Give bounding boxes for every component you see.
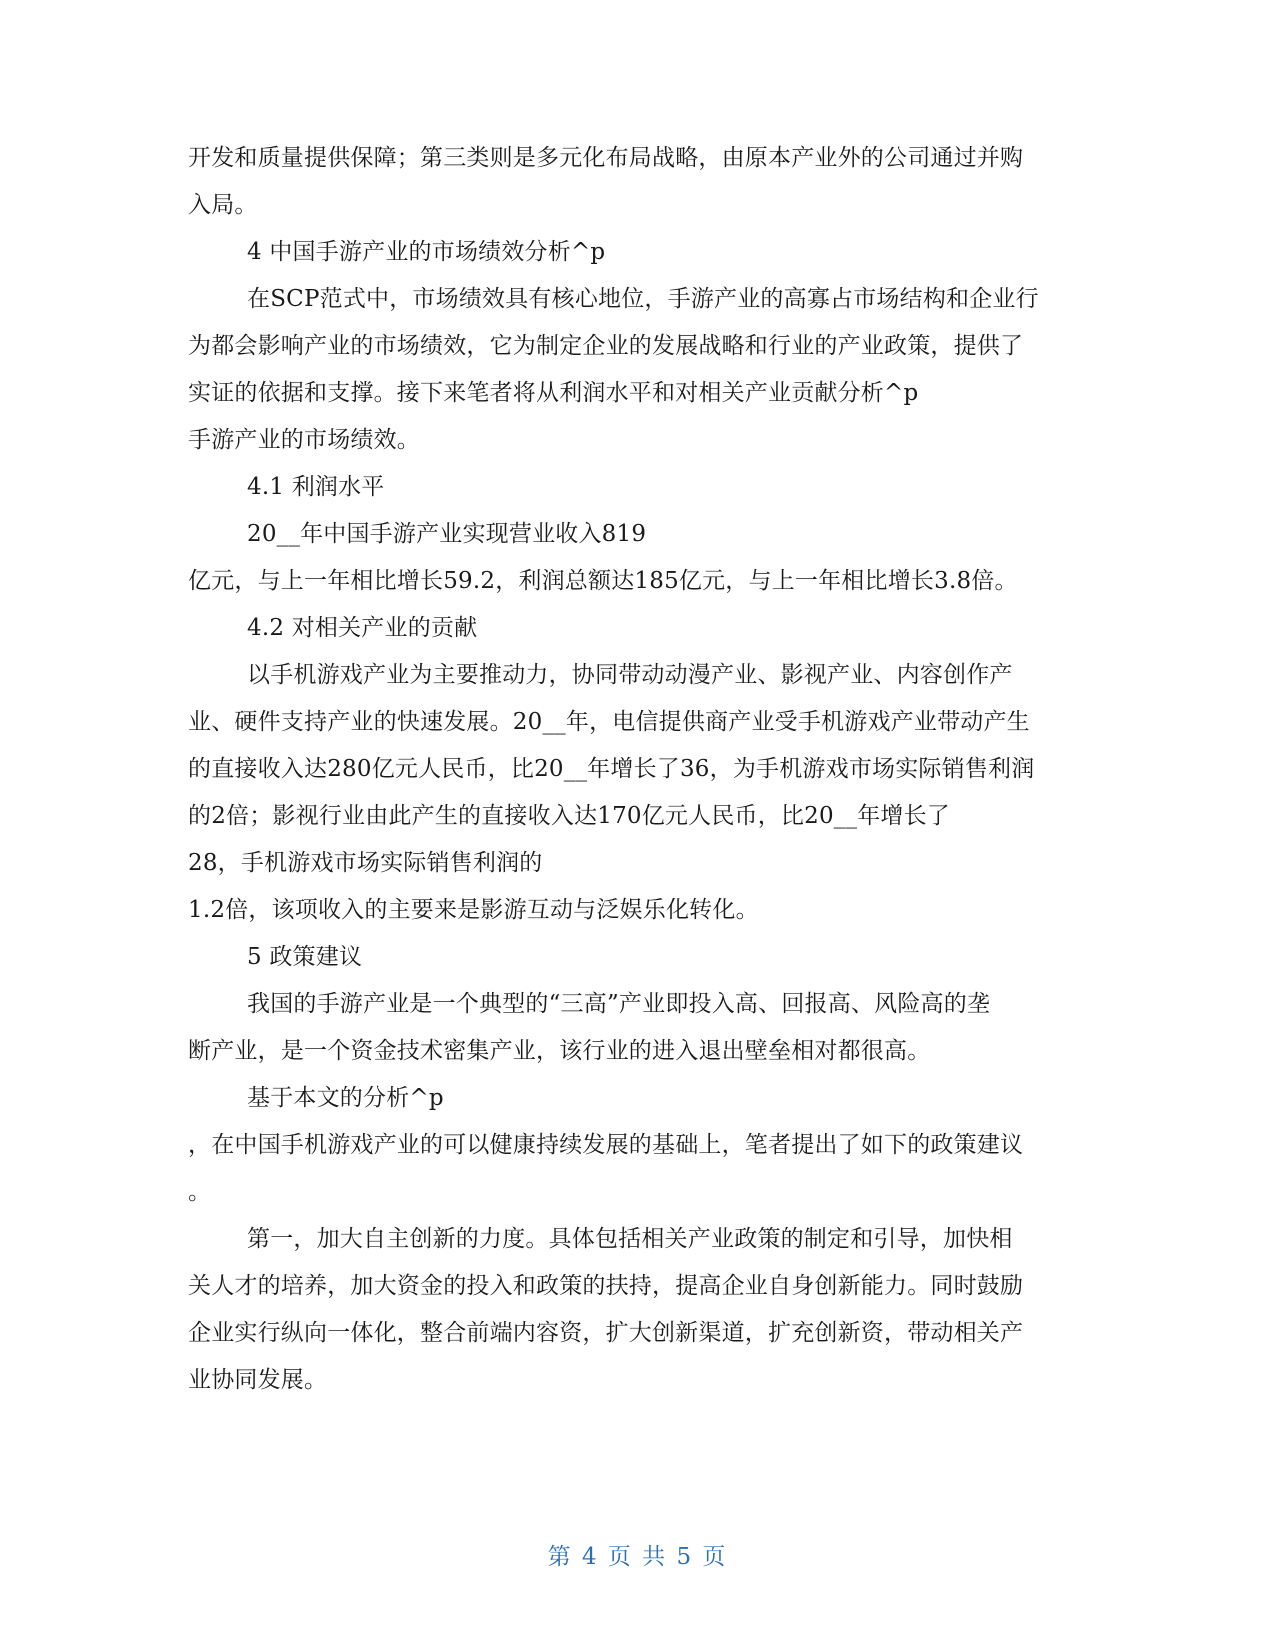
body-text-line: 关人才的培养，加大资金的投入和政策的扶持，提高企业自身创新能力。同时鼓励 [188,1273,1024,1299]
body-text-line: 。 [188,1179,212,1205]
body-text-line: 基于本文的分析^p [247,1085,444,1111]
body-text-line: 手游产业的市场绩效。 [188,427,420,453]
section-heading: 4 中国手游产业的市场绩效分析^p [247,239,606,265]
body-text-line: 入局。 [188,192,258,218]
body-text-line: 第一，加大自主创新的力度。具体包括相关产业政策的制定和引导，加快相 [247,1226,1013,1252]
body-text-line: 在SCP范式中，市场绩效具有核心地位，手游产业的高寡占市场结构和企业行 [247,286,1039,312]
subsection-heading: 4.2 对相关产业的贡献 [247,615,478,641]
body-text-line: 20__年中国手游产业实现营业收入819 [247,521,647,547]
subsection-heading: 4.1 利润水平 [247,474,385,500]
body-text-line: 1.2倍，该项收入的主要来是影游互动与泛娱乐化转化。 [188,897,759,923]
body-text-line: 企业实行纵向一体化，整合前端内容资，扩大创新渠道，扩充创新资，带动相关产 [188,1320,1024,1346]
body-text-line: 我国的手游产业是一个典型的“三高”产业即投入高、回报高、风险高的垄 [247,991,991,1017]
body-text-line: 28，手机游戏市场实际销售利润的 [188,850,543,876]
body-text-line: ，在中国手机游戏产业的可以健康持续发展的基础上，笔者提出了如下的政策建议 [188,1132,1024,1158]
body-text-line: 实证的依据和支撑。接下来笔者将从利润水平和对相关产业贡献分析^p [188,380,919,406]
page-number-footer: 第 4 页 共 5 页 [547,1544,728,1570]
body-text-line: 的直接收入达280亿元人民币，比20__年增长了36，为手机游戏市场实际销售利润 [188,756,1035,782]
body-text-line: 亿元，与上一年相比增长59.2，利润总额达185亿元，与上一年相比增长3.8倍。 [188,568,1018,594]
section-heading: 5 政策建议 [247,944,363,970]
body-text-line: 业协同发展。 [188,1367,328,1393]
body-text-line: 的2倍；影视行业由此产生的直接收入达170亿元人民币，比20__年增长了 [188,803,950,829]
body-text-line: 业、硬件支持产业的快速发展。20__年，电信提供商产业受手机游戏产业带动产生 [188,709,1030,735]
body-text-line: 为都会影响产业的市场绩效，它为制定企业的发展战略和行业的产业政策，提供了 [188,333,1024,359]
body-text-line: 开发和质量提供保障；第三类则是多元化布局战略，由原本产业外的公司通过并购 [188,145,1024,171]
body-text-line: 以手机游戏产业为主要推动力，协同带动动漫产业、影视产业、内容创作产 [247,662,1013,688]
body-text-line: 断产业，是一个资金技术密集产业，该行业的进入退出壁垒相对都很高。 [188,1038,931,1064]
